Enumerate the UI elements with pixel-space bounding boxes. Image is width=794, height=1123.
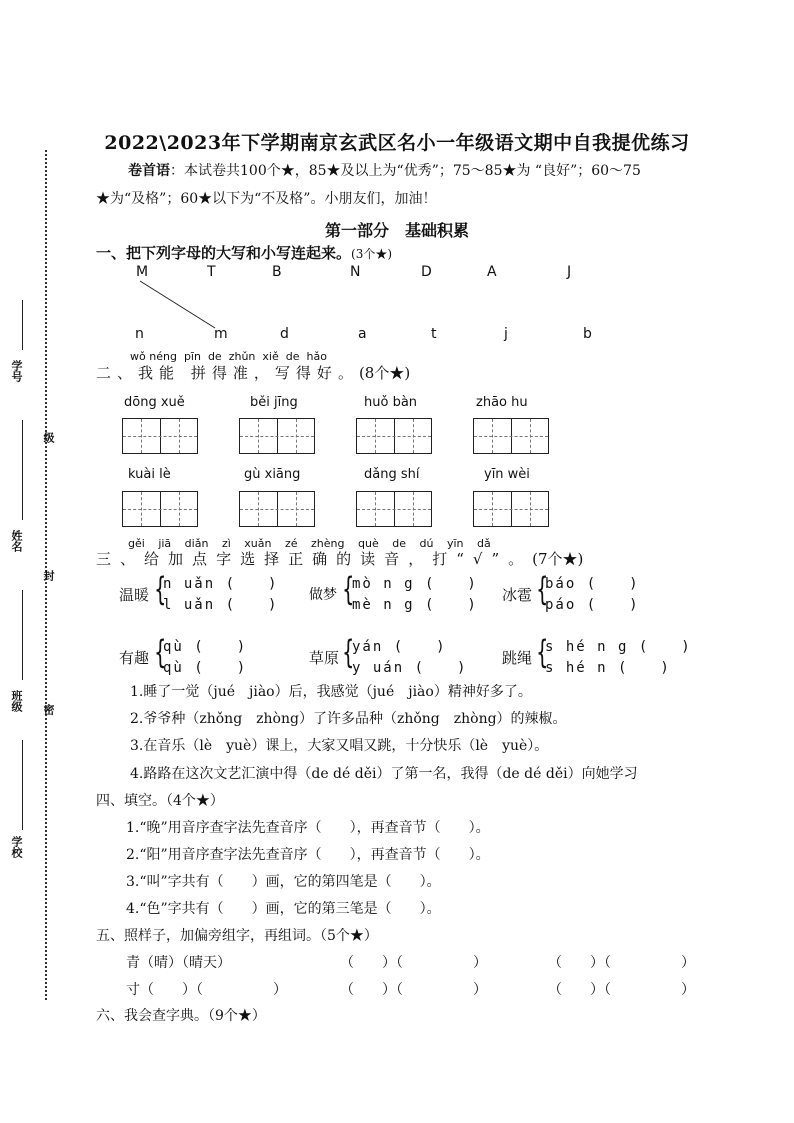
- q4-item: 1.“晚”用音序查字法先查音序（ ），再查音节（ ）。: [126, 820, 490, 836]
- tianzi-box[interactable]: [239, 491, 315, 527]
- brace: {: [154, 633, 167, 671]
- brace: {: [536, 570, 549, 608]
- brace: {: [342, 633, 355, 671]
- tianzi-pinyin: huǒ bàn: [364, 395, 418, 410]
- q3-option[interactable]: báo ( ): [545, 576, 640, 592]
- q3-option[interactable]: mè n g ( ): [352, 597, 478, 613]
- q5-cell: （ ）（ ）: [548, 982, 695, 998]
- lower-letter: t: [431, 326, 437, 342]
- q3-word: 有趣: [119, 649, 150, 667]
- brace: {: [536, 633, 549, 671]
- q3-sentence: 3.在音乐（lè yuè）课上，大家又唱又跳，十分快乐（lè yuè）。: [130, 738, 549, 754]
- q3-word: 温暖: [119, 586, 150, 604]
- side-label-class: 班级: [10, 690, 23, 712]
- page-title: 2022\2023年下学期南京玄武区名小一年级语文期中自我提优练习: [104, 132, 690, 154]
- lower-letter: m: [214, 326, 228, 342]
- tianzi-box[interactable]: [473, 418, 549, 454]
- q4-item: 3.“叫”字共有（ ）画，它的第四笔是（ ）。: [126, 874, 441, 890]
- tianzi-box[interactable]: [356, 418, 432, 454]
- tianzi-pinyin: zhāo hu: [476, 395, 528, 410]
- q3-option[interactable]: qù ( ): [163, 639, 248, 655]
- intro-line-2: ★为“及格”；60★以下为“不及格”。小朋友们，加油！: [96, 191, 437, 207]
- lower-letter: a: [358, 326, 367, 342]
- q3-word: 草原: [309, 649, 340, 667]
- q2-title: 二、我能 拼得准，写得好。(8个★): [96, 364, 411, 382]
- tianzi-pinyin: kuài lè: [128, 467, 171, 482]
- lower-letter: d: [280, 326, 289, 342]
- q5-cell: （ ）（ ）: [340, 982, 487, 998]
- tianzi-pinyin: dōng xuě: [124, 395, 185, 410]
- tianzi-box[interactable]: [239, 418, 315, 454]
- tianzi-pinyin: dǎng shí: [364, 467, 420, 482]
- intro-line-1: 卷首语：本试卷共100个★，85★及以上为“优秀”；75～85★为 “良好”；60～75: [128, 163, 641, 179]
- q3-option[interactable]: s hé n g ( ): [545, 639, 692, 655]
- q5-cell: （ ）（ ）: [340, 955, 487, 971]
- tianzi-box[interactable]: [122, 491, 198, 527]
- q3-sentence: 1.睡了一觉（jué jiào）后，我感觉（jué jiào）精神好多了。: [130, 684, 532, 700]
- q3-title: 三、给加点字选择正确的读音，打“√”。(7个★): [96, 550, 584, 568]
- side-label-mi: 密: [42, 704, 55, 715]
- upper-letter: T: [207, 264, 216, 280]
- upper-letter: D: [421, 264, 432, 280]
- part-heading: 第一部分 基础积累: [324, 221, 469, 240]
- q3-option[interactable]: y uán ( ): [352, 660, 468, 676]
- q3-option[interactable]: l uǎn ( ): [163, 597, 279, 613]
- q1-title: 一、把下列字母的大写和小写连起来。(3个★): [96, 244, 393, 262]
- lower-letter: j: [504, 326, 508, 342]
- q5-cell: 青（晴）（晴天）: [126, 955, 231, 971]
- tianzi-pinyin: běi jīng: [250, 395, 298, 410]
- q2-pinyin: wǒ néng pīn de zhǔn xiě de hǎo: [130, 350, 327, 363]
- q3-option[interactable]: yán ( ): [352, 639, 447, 655]
- q3-option[interactable]: s hé n ( ): [545, 660, 671, 676]
- upper-letter: A: [487, 264, 497, 280]
- side-label-name: 姓名: [10, 530, 23, 552]
- brace: {: [342, 570, 355, 608]
- q5-title: 五、照样子，加偏旁组字，再组词。（5个★）: [96, 928, 378, 944]
- q4-item: 4.“色”字共有（ ）画，它的第三笔是（ ）。: [126, 901, 441, 917]
- brace: {: [154, 570, 167, 608]
- lower-letter: n: [135, 326, 144, 342]
- q3-option[interactable]: n uǎn ( ): [163, 576, 279, 592]
- lower-letter: b: [583, 326, 592, 342]
- q6-title: 六、我会查字典。（9个★）: [96, 1008, 266, 1024]
- q3-option[interactable]: qù ( ): [163, 660, 248, 676]
- tianzi-box[interactable]: [356, 491, 432, 527]
- q4-title: 四、填空。（4个★）: [96, 793, 224, 809]
- upper-letter: B: [272, 264, 282, 280]
- q4-item: 2.“阳”用音序查字法先查音序（ ），再查音节（ ）。: [126, 847, 490, 863]
- side-label-school: 学校: [10, 836, 23, 858]
- tianzi-box[interactable]: [122, 418, 198, 454]
- side-label-feng: 封: [42, 570, 55, 581]
- side-label-ji: 级: [42, 432, 55, 443]
- q3-word: 跳绳: [502, 649, 533, 667]
- q3-pinyin: gěi jiā diǎn zì xuǎn zé zhèng què de dú yīn dǎ: [128, 537, 491, 550]
- q3-option[interactable]: páo ( ): [545, 597, 640, 613]
- upper-letter: N: [350, 264, 361, 280]
- tianzi-pinyin: yīn wèi: [484, 467, 530, 482]
- q3-sentence: 4.路路在这次文艺汇演中得（de dé děi）了第一名，我得（de dé děi）向她学习: [130, 766, 638, 782]
- upper-letter: M: [136, 264, 149, 280]
- q3-word: 做梦: [309, 587, 337, 603]
- q3-sentence: 2.爷爷种（zhǒng zhòng）了许多品种（zhǒng zhòng）的辣椒。: [130, 711, 567, 727]
- tianzi-box[interactable]: [473, 491, 549, 527]
- q5-cell: （ ）（ ）: [548, 955, 695, 971]
- side-label-student-id: 学号: [10, 360, 23, 382]
- tianzi-pinyin: gù xiāng: [244, 467, 301, 482]
- q3-word: 冰雹: [502, 586, 533, 604]
- q5-cell: 寸（ ）（ ）: [126, 982, 287, 998]
- q3-option[interactable]: mò n g ( ): [352, 576, 478, 592]
- upper-letter: J: [567, 264, 572, 280]
